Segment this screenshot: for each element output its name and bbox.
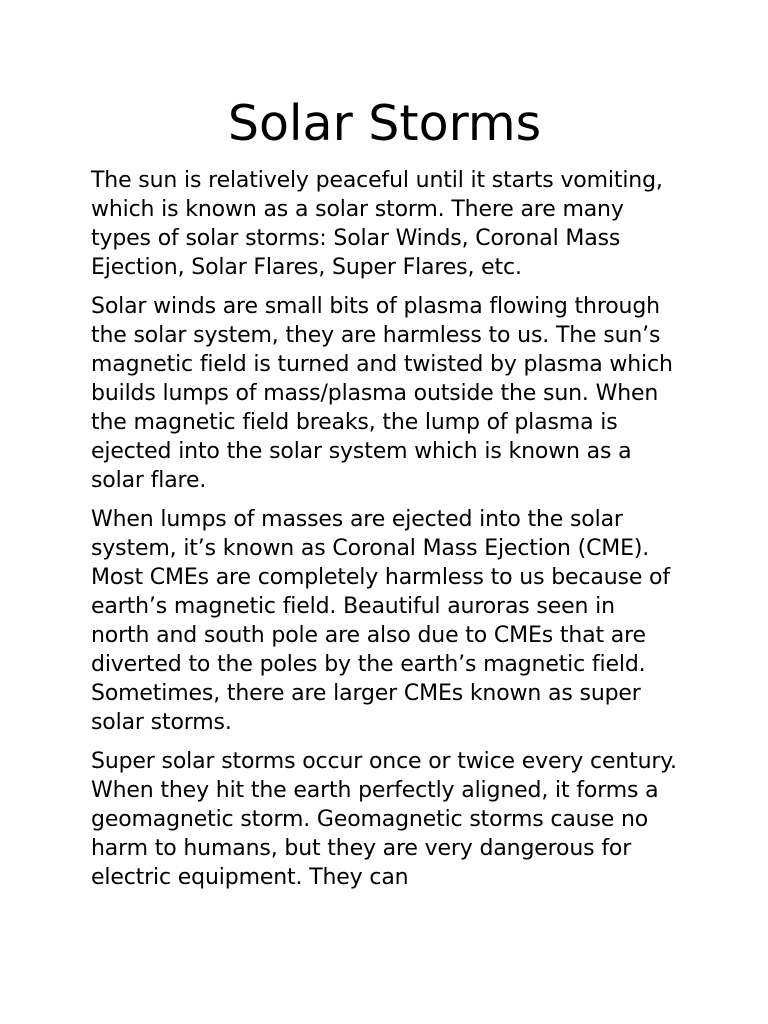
paragraph-solar-winds: Solar winds are small bits of plasma flowing through the solar system, they are harmless to us. The sun’s magnetic field is turned and twisted by plasma which builds lumps of mass/plasma outside the sun. When the magnetic field breaks, the lump of plasma is ejected into the solar system which is known as a solar flare. (91, 294, 673, 493)
document-title: Solar Storms (227, 95, 542, 152)
paragraph-cme: When lumps of masses are ejected into the solar system, it’s known as Coronal Mass Ejection (CME). Most CMEs are completely harmless to us because of earth’s magnetic field. Beautiful auroras seen in north and south pole are also due to CMEs that are diverted to the poles by the earth’s magnetic field. Sometimes, there are larger CMEs known as super solar storms. (91, 507, 670, 735)
document-body (91, 166, 678, 892)
paragraph-intro: The sun is relatively peaceful until it starts vomiting, which is known as a solar storm. There are many types of solar storms: Solar Winds, Coronal Mass Ejection, Solar Flares, Super Flares, etc. (91, 168, 663, 280)
paragraph-super-solar-storms: Super solar storms occur once or twice every century. When they hit the earth perfectly aligned, it forms a geomagnetic storm. Geomagnetic storms cause no harm to humans, but they are very dangerous for electric equipment. They can (91, 749, 677, 890)
